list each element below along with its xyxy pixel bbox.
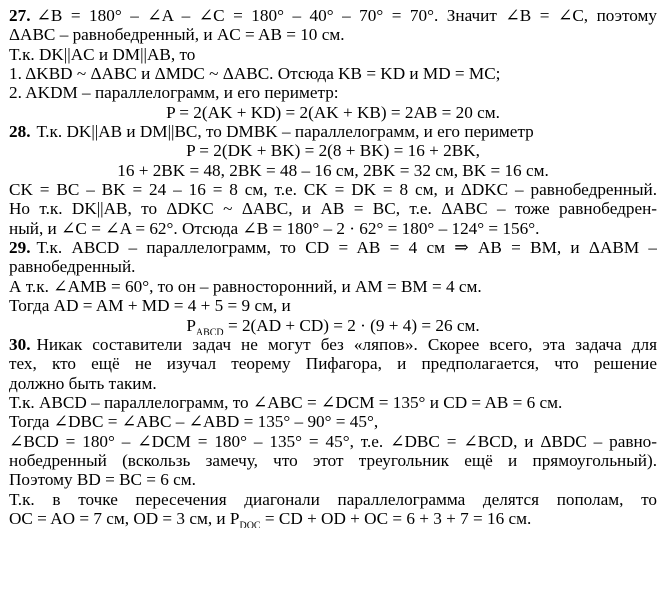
problem-line: Т.к. ABCD – параллелограмм, то ∠ABC = ∠DCM = 135° и CD = AB = 6 см. (9, 392, 563, 412)
formula-line: $P_{ABCD} = 2(AD + CD) = 2 \cdot (9 + 4) = 26$ см. (186, 315, 480, 335)
problem-29 (9, 238, 657, 335)
problem-number: 29. (9, 238, 31, 258)
problem-30 (9, 335, 657, 528)
problem-line: нобедренный (вскользь замечу, что этот треугольник ещё и прямоугольный). (9, 450, 657, 470)
problem-line: Поэтому BD = BC = 6 см. (9, 470, 196, 490)
problem-line: 1. ΔKBD ~ ΔABC и ΔMDC ~ ΔABC. Отсюда KB = KD и MD = MC; (9, 64, 501, 84)
problem-line: Т.к. в точке пересечения диагонали параллелограмма делятся пополам, то (9, 489, 657, 509)
formula-line: 16 + 2BK = 48, 2BK = 48 – 16 см, 2BK = 32 см, BK = 16 см. (117, 160, 549, 180)
formula-line: P = 2(DK + BK) = 2(8 + BK) = 16 + 2BK, (186, 141, 480, 161)
formula-line: P = 2(AK + KD) = 2(AK + KB) = 2AB = 20 см. (166, 102, 500, 122)
problem-line: ΔABC – равнобедренный, и AC = AB = 10 см. (9, 25, 345, 45)
problem-line: 2. AKDM – параллелограмм, и его периметр: (9, 83, 339, 103)
problem-27 (9, 6, 657, 122)
problem-line: ∠BCD = 180° – ∠DCM = 180° – 135° = 45°, т.е. ∠DBC = ∠BCD, и ΔBDC – равно- (9, 431, 657, 451)
problem-number: 27. (9, 6, 31, 25)
problem-line: Но т.к. DK||AB, то ΔDKC ~ ΔABC, и AB = BC, т.е. ΔABC – тоже равнобедрен- (9, 199, 657, 219)
problem-line: тех, кто ещё не изучал теорему Пифагора, и предполагается, что решение (9, 354, 657, 374)
problem-line: Т.к. DK||AC и DM||AB, то (9, 44, 196, 64)
problem-line: Тогда AD = AM + MD = 4 + 5 = 9 см, и (9, 296, 291, 316)
problem-line: равнобедренный. (9, 257, 136, 277)
problem-line: Тогда ∠DBC = ∠ABC – ∠ABD = 135° – 90° = 45°, (9, 412, 379, 432)
problem-line: CK = BC – BK = 24 – 16 = 8 см, т.е. CK = DK = 8 см, и ΔDKC – равнобедренный. (9, 180, 657, 200)
problem-number: 30. (9, 334, 31, 354)
problem-line: OC = AO = 7 см, OD = 3 см, и $P_{DOC}$ = CD + OD + OC = 6 + 3 + 7 = 16 см. (9, 508, 532, 529)
problem-number: 28. (9, 122, 31, 142)
problem-28 (9, 122, 657, 238)
problem-line: 29. Т.к. ABCD – параллелограмм, то CD = AB = 4 см ⇒ AB = BM, и ΔABM – (9, 238, 657, 258)
problem-line: А т.к. ∠AMB = 60°, то он – равносторонний, и AM = BM = 4 см. (9, 276, 482, 296)
problem-line: 28. Т.к. DK||AB и DM||BC, то DMBK – параллелограмм, и его периметр (9, 122, 534, 142)
problem-line: 27. ∠B = 180° – ∠A – ∠C = 180° – 40° – 70° = 70°. Значит ∠B = ∠C, поэтому (9, 6, 657, 25)
problem-line: должно быть таким. (9, 373, 157, 393)
problem-line: ный, и ∠C = ∠A = 62°. Отсюда ∠B = 180° – 2 · 62° = 180° – 124° = 156°. (9, 218, 540, 238)
problem-line: 30. Никак составители задач не могут без «ляпов». Скорее всего, эта задача для (9, 334, 657, 354)
